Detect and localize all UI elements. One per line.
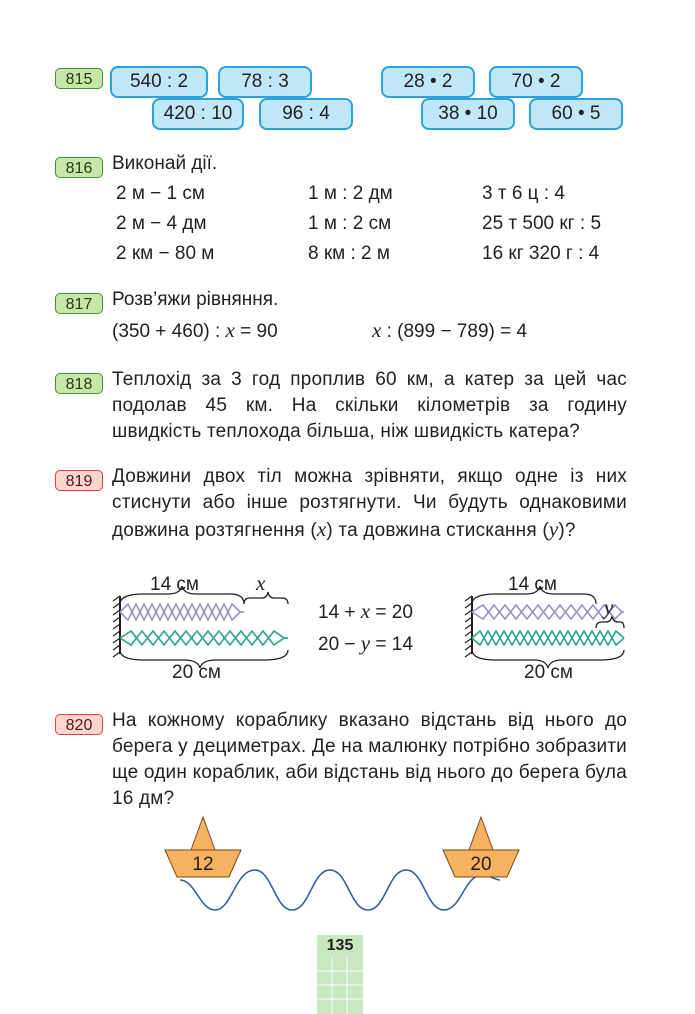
equation	[372, 317, 527, 345]
x-brace	[244, 592, 288, 604]
exercise-item: 3 т 6 ц : 4	[482, 183, 565, 204]
equation-part: 14 +	[318, 602, 361, 623]
task-number-820: 820	[55, 714, 103, 735]
task-text: На кожному кораблику вказано відстань від нього до берега у дециметрах. Де на малюнку потрібно зобразити ще один кораблик, аби відстань від нього до берега була 16 дм?	[112, 710, 627, 809]
task-title: Виконай дії.	[112, 153, 218, 174]
length-label: 14 см	[150, 574, 199, 595]
exercise-item: 16 кг 320 г : 4	[482, 243, 600, 264]
task-title: Розв’яжи рівняння.	[112, 289, 279, 310]
boat-distance-label: 12	[192, 854, 214, 875]
expression-pill: 540 : 2	[110, 66, 208, 98]
task-number-819: 819	[55, 470, 103, 491]
boat-sail	[469, 817, 493, 850]
text-part: Довжини двох тіл можна зрівняти, якщо одне із них стиснути або інше розтягнути. Чи будуть однаковими довжина розтягнення (	[112, 466, 627, 541]
task-text	[112, 464, 627, 544]
equation-part: = 20	[370, 602, 413, 623]
variable-x: x	[360, 599, 371, 623]
equation-part: = 90	[234, 321, 278, 342]
task-number-817: 817	[55, 293, 103, 314]
task-number-815: 815	[55, 68, 103, 89]
equation	[318, 598, 413, 626]
equation	[318, 630, 413, 658]
task-number-818: 818	[55, 373, 103, 394]
expression-pill: 70 • 2	[489, 66, 583, 98]
text-part: )?	[558, 520, 576, 541]
equation-part: (350 + 460) :	[112, 321, 226, 342]
variable-y: y	[548, 517, 559, 541]
variable-y: y	[604, 595, 614, 619]
expression-pill: 96 : 4	[259, 98, 353, 130]
exercise-item: 25 т 500 кг : 5	[482, 213, 602, 234]
task-number-816: 816	[55, 157, 103, 178]
boat-distance-label: 20	[470, 854, 492, 875]
variable-x: x	[256, 571, 266, 595]
expression-pill: 38 • 10	[421, 98, 515, 130]
page-number: 135	[326, 937, 354, 954]
variable-x: x	[372, 318, 382, 342]
spring-stretched-mirror	[120, 631, 288, 645]
wall-hatching	[465, 596, 472, 657]
equation-part: : (899 − 789) = 4	[381, 321, 528, 342]
exercise-item: 1 м : 2 дм	[308, 183, 393, 204]
expression-pill: 420 : 10	[152, 98, 244, 130]
equation-part: 20 −	[318, 634, 361, 655]
equation	[112, 317, 278, 345]
text-part: ) та довжина стискання (	[326, 520, 549, 541]
expression-pill: 60 • 5	[529, 98, 623, 130]
variable-x: x	[316, 517, 327, 541]
exercise-item: 2 км − 80 м	[116, 243, 215, 264]
boat-sail	[191, 817, 215, 850]
exercise-item: 1 м : 2 см	[308, 213, 392, 234]
length-label: 14 см	[508, 574, 557, 595]
expression-pill: 78 : 3	[218, 66, 312, 98]
page-number-tab	[317, 935, 363, 1014]
task-text: Теплохід за 3 год проплив 60 км, а катер за цей час подолав 45 км. На скільки кілометрів за годину швидкість теплохода більша, ніж швидкість катера?	[112, 369, 627, 442]
length-label: 20 см	[524, 662, 573, 683]
exercise-item: 2 м − 4 дм	[116, 213, 207, 234]
variable-x: x	[225, 318, 235, 342]
variable-y: y	[360, 631, 371, 655]
exercise-item: 8 км : 2 м	[308, 243, 390, 264]
spring-stretched	[120, 631, 288, 645]
equation-part: = 14	[370, 634, 413, 655]
expression-pill: 28 • 2	[381, 66, 475, 98]
wall-hatching	[113, 596, 120, 657]
length-label: 20 см	[172, 662, 221, 683]
exercise-item: 2 м − 1 см	[116, 183, 205, 204]
